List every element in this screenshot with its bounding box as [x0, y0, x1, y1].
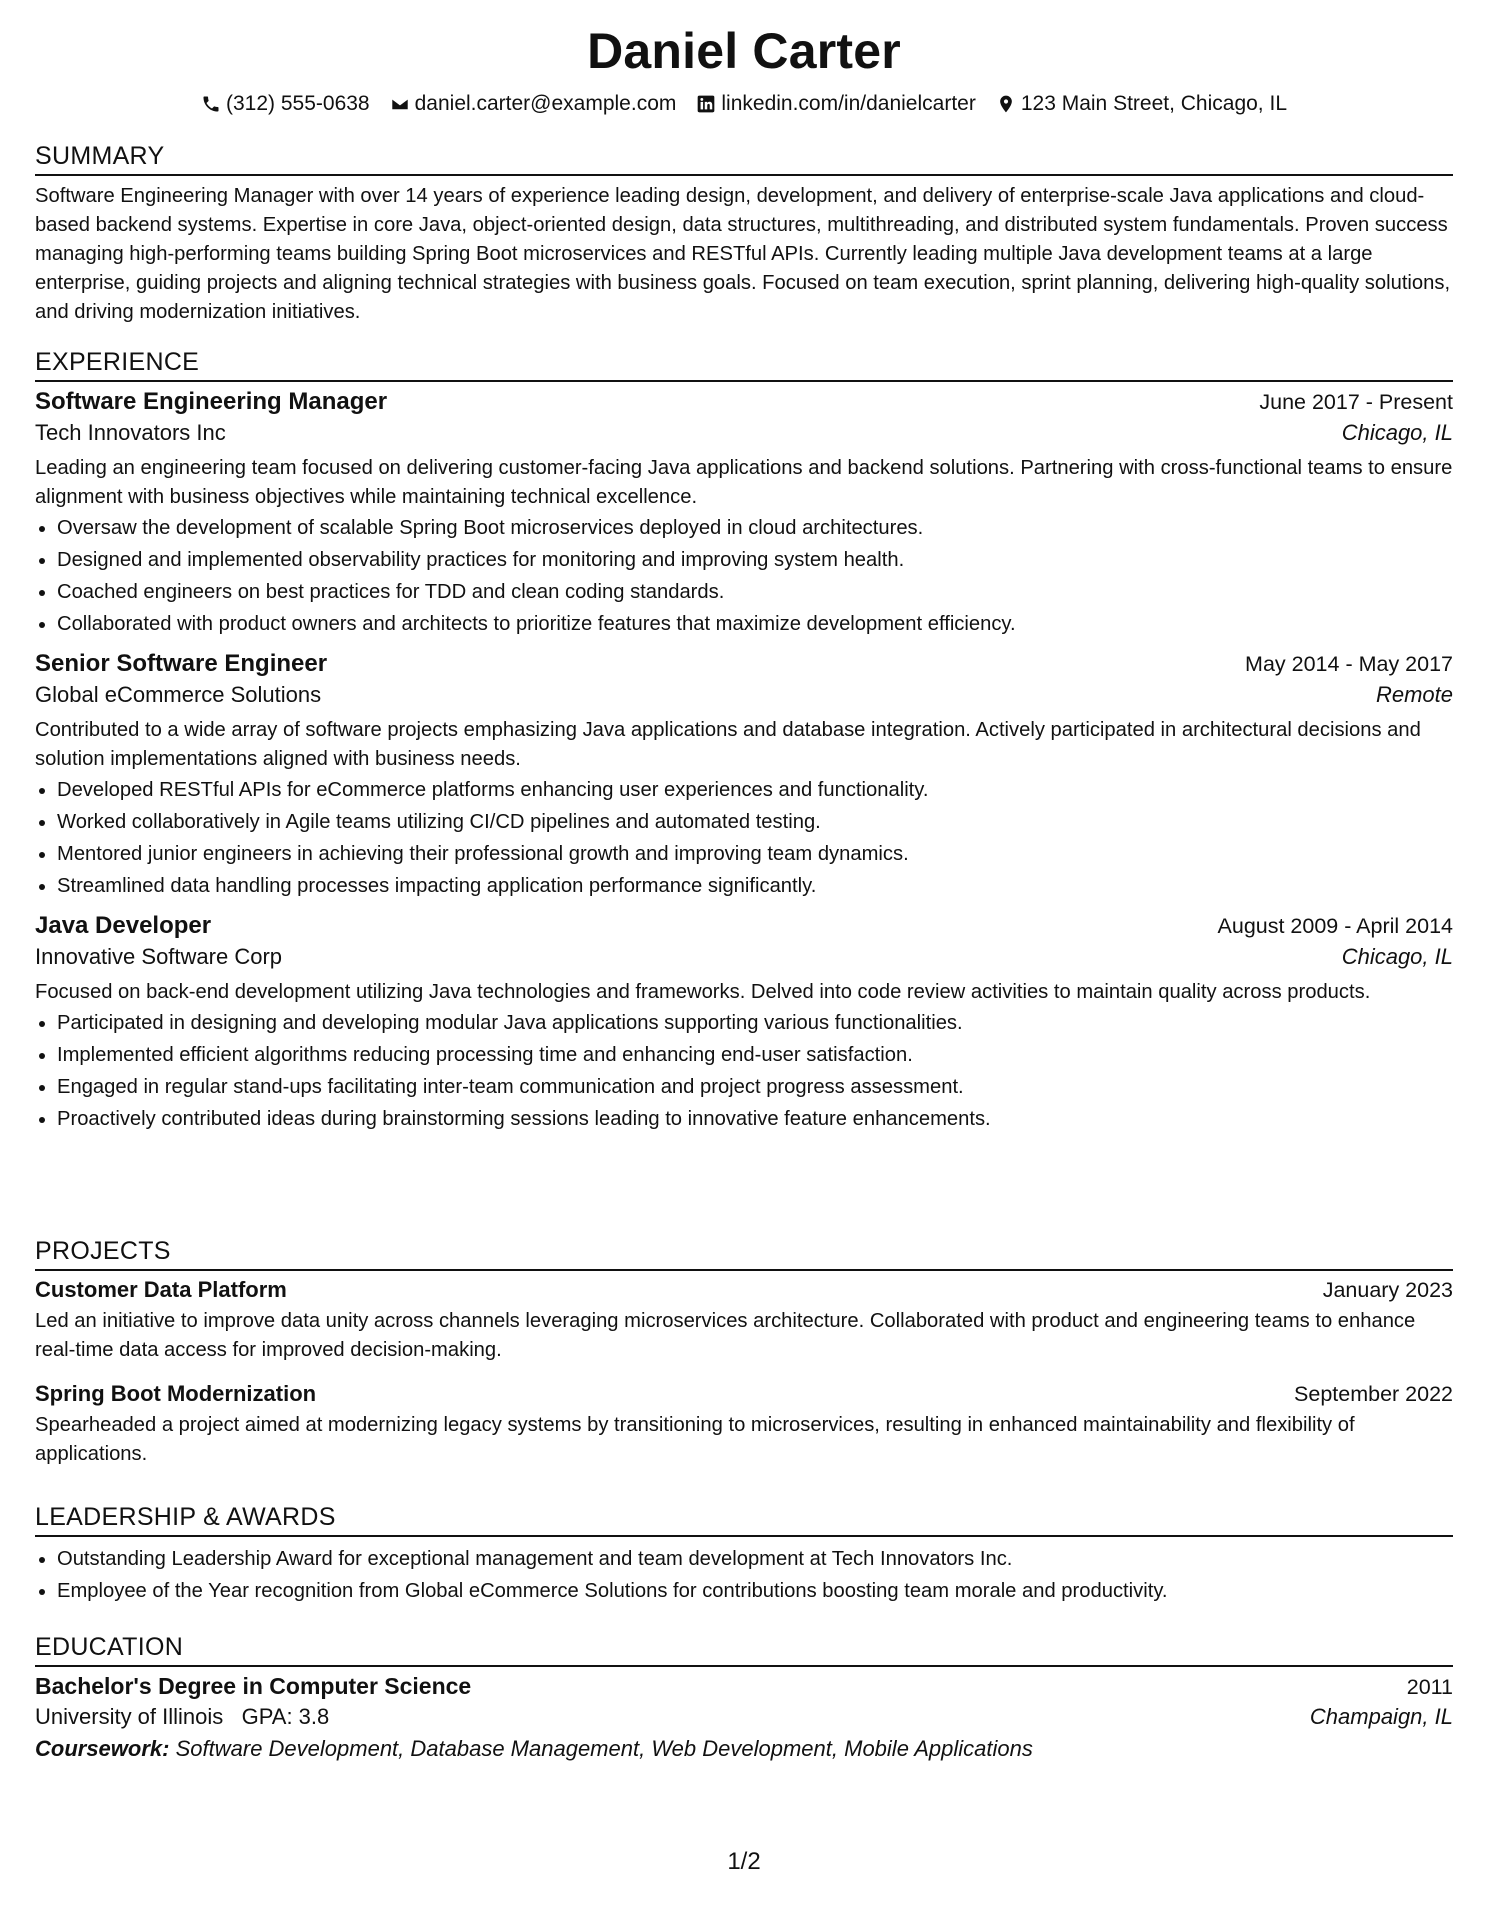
list-item: • Employee of the Year recognition from Global eCommerce Solutions for contributions boosting team morale and productivity. [57, 1575, 1453, 1607]
list-item: • Designed and implemented observability practices for monitoring and improving system health. [57, 544, 1453, 576]
job-location: Remote [1375, 682, 1453, 707]
list-item: • Developed RESTful APIs for eCommerce platforms enhancing user experiences and functionality. [57, 774, 1453, 806]
summary-section [35, 142, 1453, 327]
education-section [35, 1633, 1453, 1762]
list-item: • Mentored junior engineers in achieving their professional growth and improving team dynamics. [57, 838, 1453, 870]
job-bullets [35, 1007, 1453, 1135]
project-entry [35, 1381, 1453, 1469]
contact-address [996, 92, 1287, 116]
project-title: Spring Boot Modernization [35, 1381, 317, 1406]
job-bullets [35, 512, 1453, 640]
job-entry [35, 912, 1453, 1135]
summary-text: Software Engineering Manager with over 14 years of experience leading design, development, and delivery of enterprise-scale Java applications and cloud-based backend systems. Expertise in core Java, object-oriented design, data structures, multithreading, and distributed system fundamentals. Proven success managing high-performing teams building Spring Boot microservices and RESTful APIs. Currently leading multiple Java development teams at a large enterprise, guiding projects and aligning technical strategies with business goals. Focused on team execution, sprint planning, delivering high-quality solutions, and driving modernization initiatives. [35, 185, 1451, 323]
coursework-list: Software Development, Database Management, Web Development, Mobile Applications [175, 1736, 1033, 1761]
email-icon [390, 94, 410, 114]
list-item: • Engaged in regular stand-ups facilitating inter-team communication and project progress assessment. [57, 1071, 1453, 1103]
section-title-summary: SUMMARY [35, 142, 1453, 176]
job-location: Chicago, IL [1341, 420, 1453, 445]
section-title-experience: EXPERIENCE [35, 348, 1453, 382]
job-date: August 2009 - April 2014 [1217, 914, 1453, 938]
list-item: • Streamlined data handling processes impacting application performance significantly. [57, 870, 1453, 902]
awards-section [35, 1503, 1453, 1607]
contact-email[interactable] [390, 92, 677, 116]
section-title-projects: PROJECTS [35, 1237, 1453, 1271]
list-item: • Collaborated with product owners and architects to prioritize features that maximize development efficiency. [57, 608, 1453, 640]
list-item: • Outstanding Leadership Award for exceptional management and team development at Tech Innovators Inc. [57, 1543, 1453, 1575]
address-text: 123 Main Street, Chicago, IL [1020, 92, 1287, 115]
list-item: • Participated in designing and developing modular Java applications supporting various functionalities. [57, 1007, 1453, 1039]
project-entry [35, 1277, 1453, 1365]
job-entry [35, 388, 1453, 640]
list-item: • Implemented efficient algorithms reducing processing time and enhancing end-user satisfaction. [57, 1039, 1453, 1071]
location-pin-icon [996, 94, 1016, 114]
job-bullets [35, 774, 1453, 902]
candidate-name: Daniel Carter [587, 23, 901, 79]
gpa: GPA: 3.8 [241, 1704, 330, 1729]
awards-bullets [35, 1543, 1453, 1607]
projects-section [35, 1237, 1453, 1469]
list-item: • Proactively contributed ideas during brainstorming sessions leading to innovative feature enhancements. [57, 1103, 1453, 1135]
coursework-label: Coursework: [35, 1736, 170, 1761]
page-number: 1/2 [727, 1848, 761, 1875]
job-title: Software Engineering Manager [35, 388, 388, 415]
education-location: Champaign, IL [1309, 1704, 1453, 1729]
project-title: Customer Data Platform [35, 1277, 287, 1302]
phone-icon [201, 94, 221, 114]
list-item: • Coached engineers on best practices for TDD and clean coding standards. [57, 576, 1453, 608]
job-description: Leading an engineering team focused on delivering customer-facing Java applications and backend solutions. Partnering with cross-functional teams to ensure alignment with business objectives while maintaining technical excellence. [35, 457, 1453, 508]
list-item: • Worked collaboratively in Agile teams utilizing CI/CD pipelines and automated testing. [57, 806, 1453, 838]
email-text[interactable]: daniel.carter@example.com [414, 92, 677, 115]
phone-text: (312) 555-0638 [226, 92, 370, 115]
project-date: September 2022 [1294, 1382, 1453, 1406]
linkedin-text[interactable]: linkedin.com/in/danielcarter [721, 92, 976, 115]
job-description: Contributed to a wide array of software projects emphasizing Java applications and database integration. Actively participated in architectural decisions and solution implementations aligned with business needs. [35, 719, 1421, 770]
job-description: Focused on back-end development utilizing Java technologies and frameworks. Delved into code review activities to maintain quality across products. [35, 981, 1371, 1003]
list-item: • Oversaw the development of scalable Spring Boot microservices deployed in cloud architectures. [57, 512, 1453, 544]
job-title: Java Developer [35, 912, 212, 939]
job-company: Global eCommerce Solutions [35, 682, 322, 707]
experience-section [35, 348, 1453, 1135]
job-date: May 2014 - May 2017 [1245, 652, 1453, 676]
job-entry [35, 650, 1453, 902]
contact-bar [35, 92, 1453, 116]
section-title-awards: LEADERSHIP & AWARDS [35, 1503, 1453, 1537]
coursework [35, 1736, 1453, 1762]
project-description: Spearheaded a project aimed at modernizing legacy systems by transitioning to microservices, resulting in enhanced maintainability and flexibility of applications. [35, 1414, 1355, 1465]
school-name: University of Illinois [35, 1704, 224, 1729]
job-company: Tech Innovators Inc [35, 420, 226, 445]
job-location: Chicago, IL [1341, 944, 1453, 969]
contact-phone [201, 92, 370, 116]
contact-linkedin[interactable] [696, 92, 975, 116]
education-year: 2011 [1406, 1675, 1453, 1699]
section-title-education: EDUCATION [35, 1633, 1453, 1667]
job-title: Senior Software Engineer [35, 650, 328, 677]
job-company: Innovative Software Corp [35, 944, 283, 969]
job-date: June 2017 - Present [1259, 390, 1453, 414]
project-description: Led an initiative to improve data unity across channels leveraging microservices architecture. Collaborated with product and engineering teams to enhance real-time data access for improved decision-making. [35, 1310, 1416, 1361]
project-date: January 2023 [1322, 1278, 1453, 1302]
degree-title: Bachelor's Degree in Computer Science [35, 1673, 472, 1699]
linkedin-icon [696, 94, 716, 114]
